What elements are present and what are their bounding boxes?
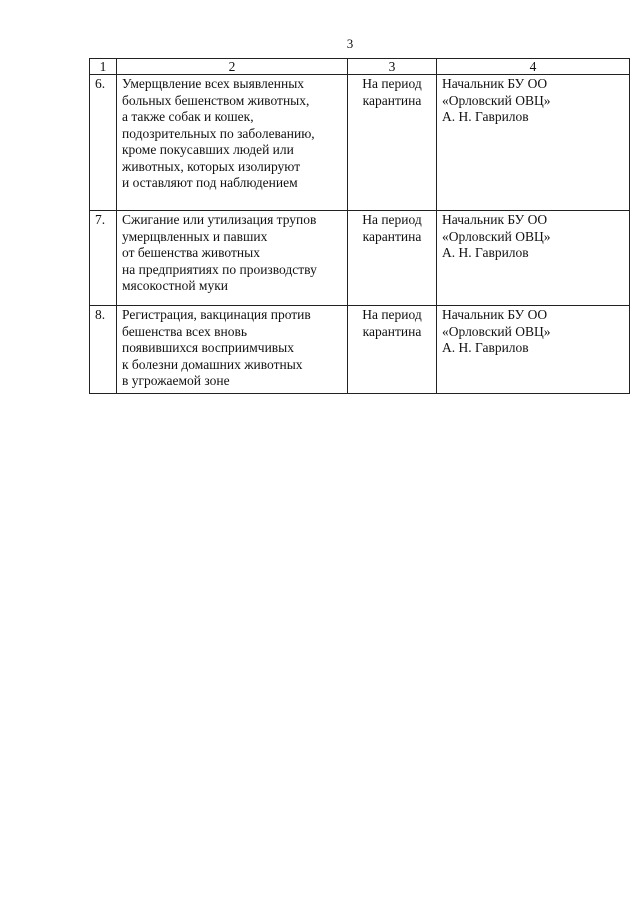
row-period: На период карантина <box>348 306 437 394</box>
row-responsible: Начальник БУ ОО «Орловский ОВЦ» А. Н. Гаврилов <box>437 75 630 211</box>
header-cell-3: 3 <box>348 59 437 75</box>
table-row <box>90 306 630 394</box>
row-action: Регистрация, вакцинация против бешенства всех вновь появившихся восприимчивых к болезни домашних животных в угрожаемой зоне <box>117 306 348 394</box>
header-cell-4: 4 <box>437 59 630 75</box>
table-header-row <box>90 59 630 75</box>
row-action: Сжигание или утилизация трупов умерщвленных и павших от бешенства животных на предприятиях по производству мясокостной муки <box>117 211 348 306</box>
row-responsible: Начальник БУ ОО «Орловский ОВЦ» А. Н. Гаврилов <box>437 306 630 394</box>
measures-table <box>89 58 630 394</box>
row-action: Умерщвление всех выявленных больных бешенством животных, а также собак и кошек, подозрительных по заболеванию, кроме покусавших людей или животных, которых изолируют и оставляют под наблюдением <box>117 75 348 211</box>
header-cell-1: 1 <box>90 59 117 75</box>
row-responsible: Начальник БУ ОО «Орловский ОВЦ» А. Н. Гаврилов <box>437 211 630 306</box>
header-cell-2: 2 <box>117 59 348 75</box>
row-period: На период карантина <box>348 211 437 306</box>
page-number: 3 <box>346 36 354 51</box>
row-period: На период карантина <box>348 75 437 211</box>
row-number: 7. <box>90 211 117 306</box>
table-row <box>90 75 630 211</box>
row-number: 8. <box>90 306 117 394</box>
table-row <box>90 211 630 306</box>
row-number: 6. <box>90 75 117 211</box>
